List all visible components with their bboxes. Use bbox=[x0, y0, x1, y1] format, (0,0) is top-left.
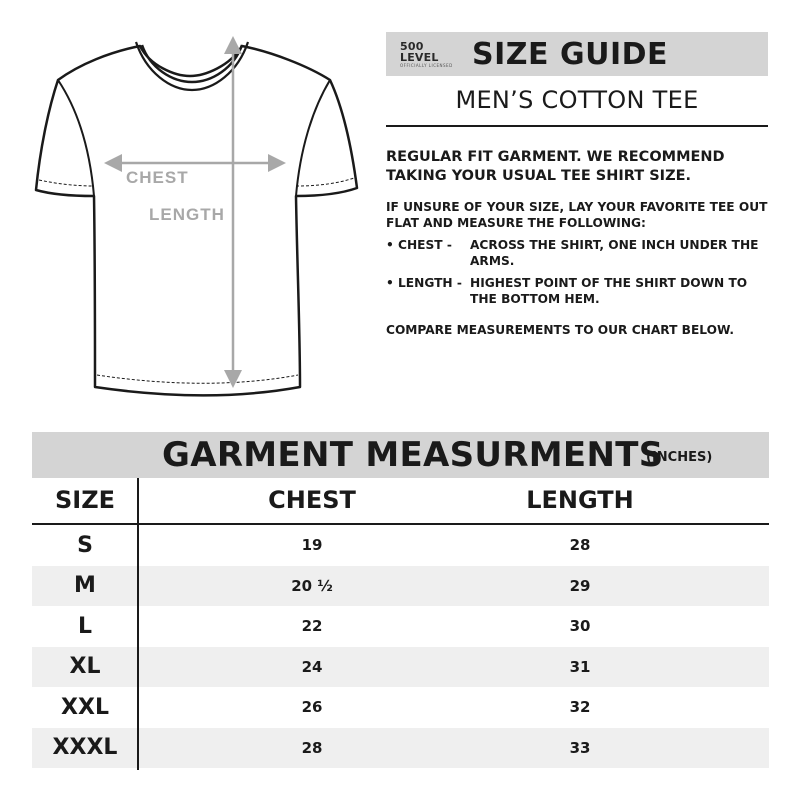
chest-cell: 22 bbox=[301, 617, 323, 636]
brand-tagline: OFFICIALLY LICENSED bbox=[400, 62, 453, 68]
measure-term: • CHEST - bbox=[386, 238, 452, 252]
measure-item-chest bbox=[386, 237, 771, 269]
compare-note: COMPARE MEASUREMENTS TO OUR CHART BELOW. bbox=[386, 323, 735, 337]
chest-cell: 19 bbox=[301, 536, 323, 555]
measure-description: ACROSS THE SHIRT, ONE INCH UNDER THE ARMS. bbox=[470, 238, 759, 268]
table-header-row bbox=[32, 478, 769, 525]
chest-arrow-label: CHEST bbox=[126, 168, 189, 187]
size-cell: XL bbox=[69, 654, 101, 680]
table-row bbox=[32, 606, 769, 647]
header-chest: CHEST bbox=[268, 486, 356, 514]
chest-cell: 24 bbox=[301, 657, 323, 676]
size-cell: L bbox=[77, 613, 93, 639]
table-row bbox=[32, 525, 769, 566]
length-cell: 32 bbox=[569, 698, 591, 717]
header-length: LENGTH bbox=[526, 486, 634, 514]
brand-logo bbox=[400, 41, 466, 68]
size-cell: M bbox=[74, 573, 96, 599]
length-cell: 28 bbox=[569, 536, 591, 555]
length-cell: 30 bbox=[569, 617, 591, 636]
length-cell: 31 bbox=[569, 657, 591, 676]
table-banner bbox=[32, 432, 769, 478]
chest-cell: 20 ½ bbox=[291, 576, 333, 595]
fit-recommendation: REGULAR FIT GARMENT. WE RECOMMEND TAKING YOUR USUAL TEE SHIRT SIZE. bbox=[386, 149, 725, 184]
size-cell: S bbox=[77, 532, 93, 558]
page-title: SIZE GUIDE bbox=[472, 36, 669, 72]
length-cell: 29 bbox=[569, 576, 591, 595]
table-row bbox=[32, 566, 769, 607]
measure-term: • LENGTH - bbox=[386, 276, 462, 290]
brand-name: 500 LEVEL bbox=[400, 39, 439, 64]
table-row bbox=[32, 687, 769, 728]
table-row bbox=[32, 728, 769, 769]
measure-description: HIGHEST POINT OF THE SHIRT DOWN TO THE BOTTOM HEM. bbox=[470, 276, 748, 306]
length-cell: 33 bbox=[569, 738, 591, 757]
length-arrow-label: LENGTH bbox=[149, 205, 225, 224]
product-name: MEN’S COTTON TEE bbox=[455, 86, 699, 114]
chest-cell: 26 bbox=[301, 698, 323, 717]
size-table bbox=[32, 478, 769, 768]
size-guide-header bbox=[386, 32, 768, 76]
table-title: GARMENT MEASURMENTS bbox=[162, 435, 664, 475]
measure-intro: IF UNSURE OF YOUR SIZE, LAY YOUR FAVORITE TEE OUT FLAT AND MEASURE THE FOLLOWING: bbox=[386, 200, 768, 230]
column-divider bbox=[137, 478, 139, 770]
measure-item-length bbox=[386, 275, 771, 307]
header-size: SIZE bbox=[54, 486, 115, 514]
size-cell: XXL bbox=[61, 694, 109, 720]
divider bbox=[386, 125, 768, 127]
size-cell: XXXL bbox=[52, 735, 118, 761]
chest-cell: 28 bbox=[301, 738, 323, 757]
table-units: (INCHES) bbox=[646, 450, 713, 465]
fit-instructions bbox=[386, 148, 771, 338]
table-row bbox=[32, 647, 769, 688]
